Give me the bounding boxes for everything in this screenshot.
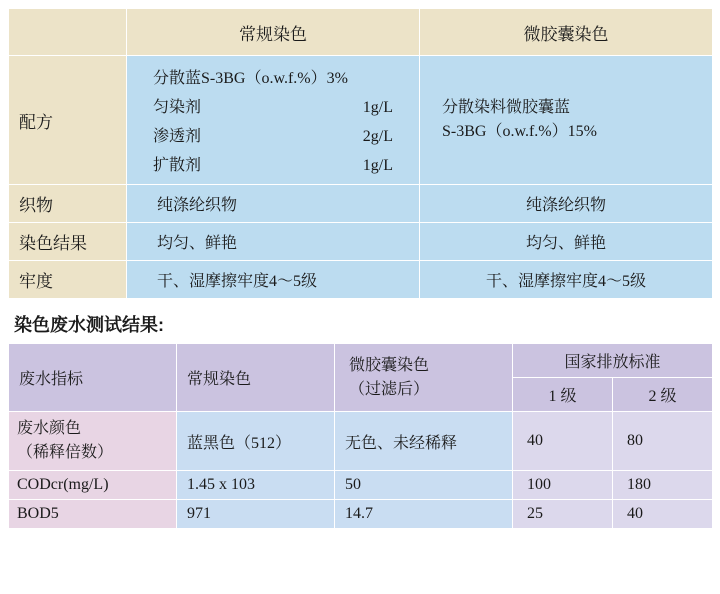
formula-conventional-cell [127,56,420,185]
cell-grade1: 25 [513,500,613,529]
formula-line: S-3BG（o.w.f.%）15% [442,123,597,140]
header-microcapsule [335,344,513,412]
wastewater-results-table [8,343,713,529]
header-grade-1: 1 级 [513,378,613,412]
formula-name: 匀染剂 [153,99,202,116]
header-microcapsule-line1: 微胶囊染色 [349,356,430,374]
table-row [9,471,713,500]
header-conventional: 常规染色 [177,344,335,412]
result-microcapsule: 均匀、鲜艳 [420,223,713,261]
header-grade-2: 2 级 [613,378,713,412]
formula-value: 2g/L [362,128,393,145]
indicator-line1: 废水颜色 [17,420,82,437]
table-row [9,412,713,471]
fabric-microcapsule: 纯涤纶织物 [420,185,713,223]
cell-microcapsule: 无色、未经稀释 [335,412,513,471]
table1-header-microcapsule: 微胶囊染色 [420,9,713,56]
table-row-fastness [9,261,713,299]
formula-line [137,91,409,120]
header-national-standard: 国家排放标准 [513,344,713,378]
formula-name: 分散蓝S-3BG（o.w.f.%）3% [153,70,348,87]
table1-corner-cell [9,9,127,56]
cell-microcapsule: 50 [335,471,513,500]
table-row-result [9,223,713,261]
formula-name: 扩散剂 [153,157,202,174]
row-label-fastness: 牢度 [9,261,127,299]
indicator-line2: （稀释倍数） [17,444,114,461]
formula-line [137,149,409,178]
row-label-fabric: 织物 [9,185,127,223]
cell-conventional: 1.45 x 103 [177,471,335,500]
table-row-header [9,344,713,378]
cell-grade1: 40 [513,412,613,471]
table-row-fabric [9,185,713,223]
row-indicator-codcr: CODcr(mg/L) [9,471,177,500]
row-label-formula: 配方 [9,56,127,185]
formula-value: 1g/L [362,99,393,116]
result-conventional: 均匀、鲜艳 [127,223,420,261]
formula-line: 分散染料微胶囊蓝 [442,99,571,116]
row-indicator-bod5: BOD5 [9,500,177,529]
dyeing-comparison-table [8,8,713,299]
fastness-microcapsule: 干、湿摩擦牢度4～5级 [420,261,713,299]
cell-conventional: 蓝黑色（512） [177,412,335,471]
cell-microcapsule: 14.7 [335,500,513,529]
cell-grade1: 100 [513,471,613,500]
table-row [9,9,713,56]
row-label-result: 染色结果 [9,223,127,261]
header-indicator: 废水指标 [9,344,177,412]
cell-grade2: 180 [613,471,713,500]
formula-microcapsule-cell [420,56,713,185]
wastewater-caption: 染色废水测试结果: [14,315,164,335]
formula-line [137,62,409,91]
table-row-formula [9,56,713,185]
formula-name: 渗透剂 [153,128,202,145]
cell-grade2: 40 [613,500,713,529]
cell-grade2: 80 [613,412,713,471]
fabric-conventional: 纯涤纶织物 [127,185,420,223]
header-microcapsule-line2: （过滤后） [349,380,430,398]
formula-value: 1g/L [362,157,393,174]
table1-header-conventional: 常规染色 [127,9,420,56]
table-row [9,500,713,529]
formula-line [137,120,409,149]
row-indicator-color [9,412,177,471]
fastness-conventional: 干、湿摩擦牢度4～5级 [127,261,420,299]
cell-conventional: 971 [177,500,335,529]
